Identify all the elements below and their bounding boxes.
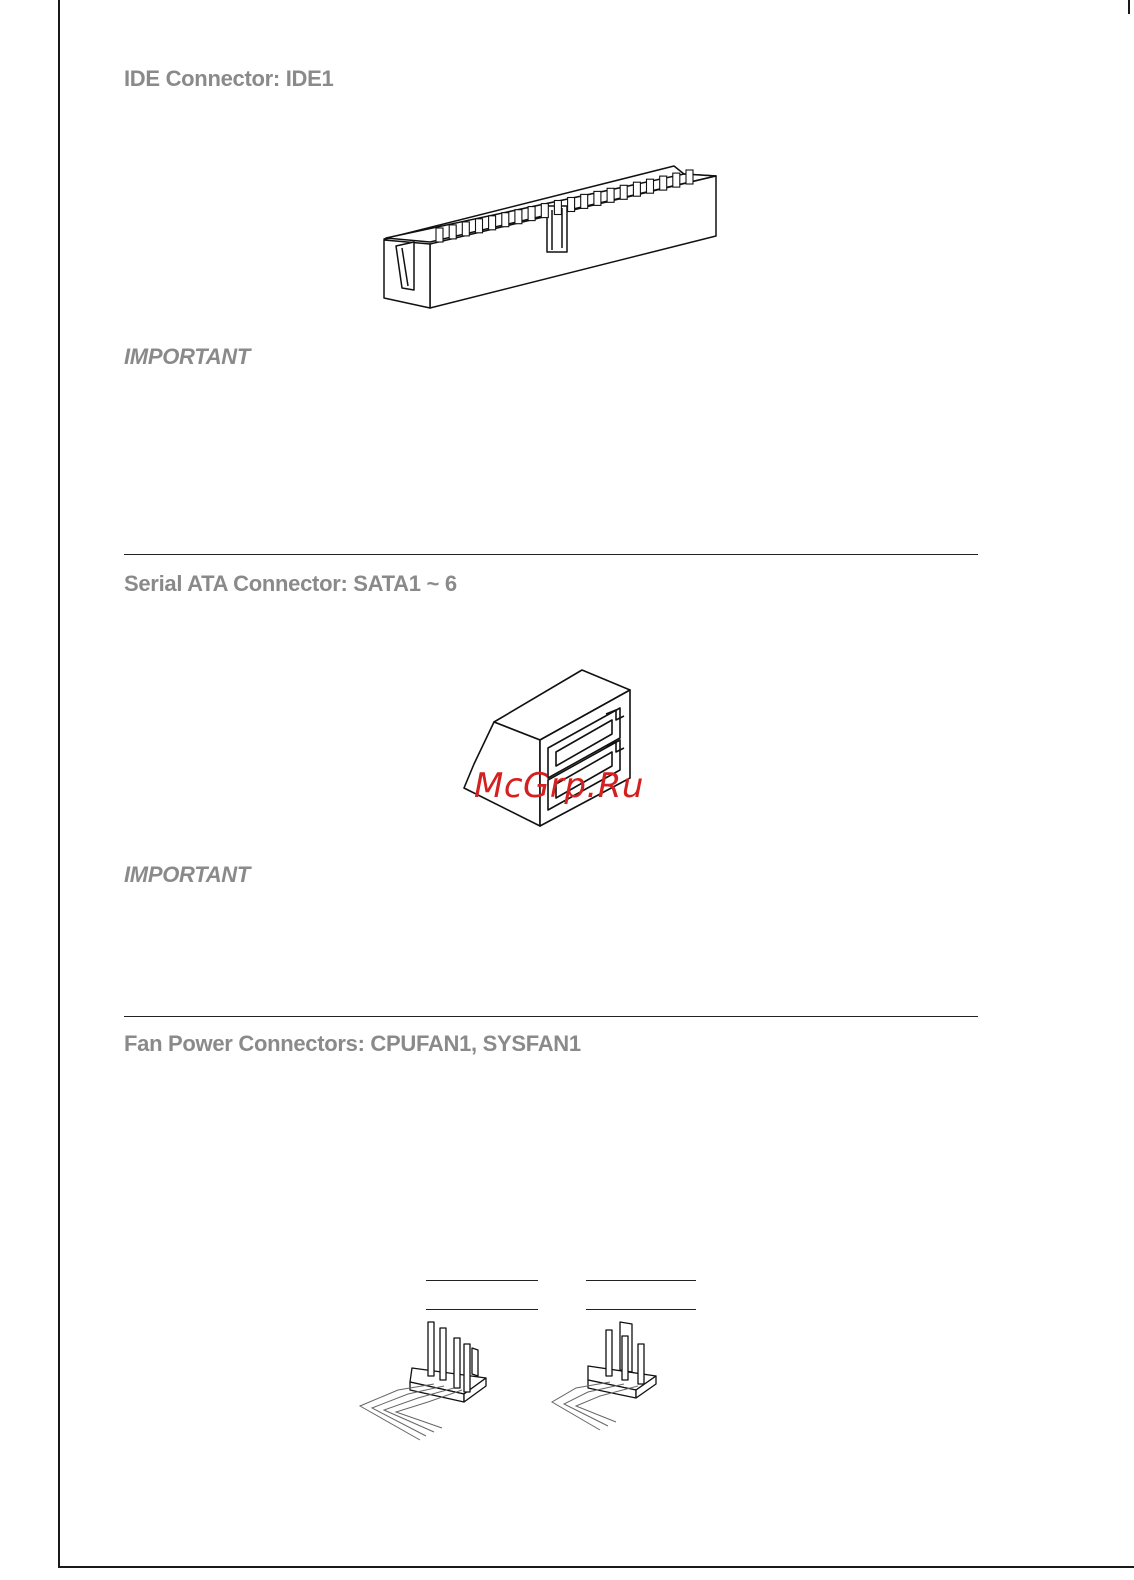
ide-pin bbox=[633, 182, 640, 196]
ide-pin bbox=[489, 216, 496, 230]
page-frame-bottom bbox=[58, 1566, 1134, 1568]
fan-3pin-drawing bbox=[552, 1318, 662, 1432]
ide-pin bbox=[502, 213, 509, 227]
ide-connector-figure bbox=[384, 164, 724, 314]
fan-connector-3pin-figure bbox=[552, 1318, 662, 1432]
fan-section-title: Fan Power Connectors: CPUFAN1, SYSFAN1 bbox=[124, 1031, 581, 1056]
fan-connector-4pin-figure bbox=[360, 1318, 492, 1442]
ide-pin bbox=[436, 228, 443, 242]
fan-label-line bbox=[426, 1280, 538, 1281]
ide-important-label: IMPORTANT bbox=[124, 344, 251, 369]
ide-pin bbox=[673, 173, 680, 187]
ide-pin bbox=[541, 204, 548, 218]
ide-pin bbox=[528, 207, 535, 221]
fan-label-line bbox=[586, 1309, 696, 1310]
ide-section-title: IDE Connector: IDE1 bbox=[124, 66, 334, 91]
ide-connector-drawing bbox=[384, 164, 724, 314]
page-frame-left bbox=[58, 0, 60, 1568]
ide-pin bbox=[568, 198, 575, 212]
ide-pin bbox=[462, 222, 469, 236]
ide-pin bbox=[476, 219, 483, 233]
fan-label-line bbox=[586, 1280, 696, 1281]
ide-pin bbox=[686, 170, 693, 184]
watermark-text: McGrp.Ru bbox=[474, 766, 644, 806]
ide-pin bbox=[594, 191, 601, 205]
section-divider bbox=[124, 554, 978, 555]
ide-pin bbox=[660, 176, 667, 190]
fan-4pin-drawing bbox=[360, 1318, 492, 1442]
ide-pin bbox=[449, 225, 456, 239]
sata-section-title: Serial ATA Connector: SATA1 ~ 6 bbox=[124, 571, 457, 596]
fan-label-line bbox=[426, 1309, 538, 1310]
ide-pin bbox=[647, 179, 654, 193]
section-divider bbox=[124, 1016, 978, 1017]
ide-pin bbox=[554, 201, 561, 215]
ide-pin bbox=[607, 188, 614, 202]
ide-pin bbox=[515, 210, 522, 224]
sata-important-label: IMPORTANT bbox=[124, 862, 251, 887]
ide-pin bbox=[620, 185, 627, 199]
ide-pin bbox=[581, 194, 588, 208]
page-frame-right bbox=[1128, 0, 1130, 14]
